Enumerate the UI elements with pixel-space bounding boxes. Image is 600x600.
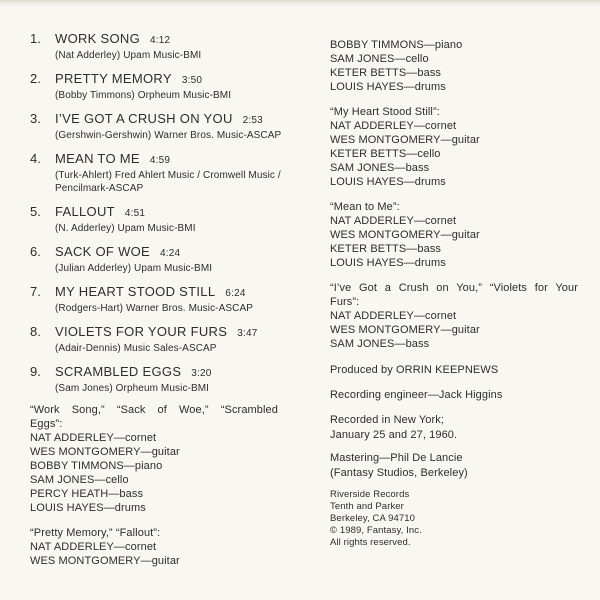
recorded-line: January 25 and 27, 1960. xyxy=(330,429,458,441)
personnel-group xyxy=(330,200,578,270)
mastering-line: Mastering—Phil De Lancie xyxy=(330,452,463,464)
track-item xyxy=(30,150,298,195)
track-time: 4:12 xyxy=(150,35,171,46)
track-credit: (Adair-Dennis) Music Sales-ASCAP xyxy=(55,343,217,354)
personnel-member: SAM JONES—cello xyxy=(30,474,129,486)
personnel-member: KETER BETTS—bass xyxy=(330,243,442,255)
personnel-heading: “My Heart Stood Still”: xyxy=(330,106,440,118)
personnel-member: BOBBY TIMMONS—piano xyxy=(330,39,463,51)
track-title: I’VE GOT A CRUSH ON YOU xyxy=(55,111,233,126)
track-item xyxy=(30,110,298,142)
personnel-member: WES MONTGOMERY—guitar xyxy=(330,324,480,336)
personnel-member: WES MONTGOMERY—guitar xyxy=(30,446,180,458)
label-address: Tenth and Parker xyxy=(330,501,404,512)
mastering-line: (Fantasy Studios, Berkeley) xyxy=(330,467,468,479)
recording-engineer: Recording engineer—Jack Higgins xyxy=(330,389,503,401)
personnel-member: KETER BETTS—bass xyxy=(330,67,442,79)
personnel-member: PERCY HEATH—bass xyxy=(30,488,144,500)
personnel-group xyxy=(330,38,578,94)
track-item xyxy=(30,243,298,275)
track-title: MEAN TO ME xyxy=(55,151,140,166)
personnel-member: NAT ADDERLEY—cornet xyxy=(330,120,457,132)
personnel-heading: “Work Song,” “Sack of Woe,” “Scrambled xyxy=(30,404,278,416)
track-credit: (Bobby Timmons) Orpheum Music-BMI xyxy=(55,90,232,101)
personnel-member: KETER BETTS—cello xyxy=(330,148,441,160)
track-item xyxy=(30,283,298,315)
track-time: 6:24 xyxy=(225,288,246,299)
track-credit: (Rodgers-Hart) Warner Bros. Music-ASCAP xyxy=(55,303,254,314)
track-item xyxy=(30,363,298,395)
personnel-member: LOUIS HAYES—drums xyxy=(30,502,146,514)
personnel-heading: “Pretty Memory,” “Fallout”: xyxy=(30,527,161,539)
track-number: 3. xyxy=(30,111,41,126)
track-item xyxy=(30,30,298,62)
track-number: 9. xyxy=(30,364,41,379)
track-time: 3:47 xyxy=(237,328,258,339)
personnel-member: SAM JONES—cello xyxy=(330,53,429,65)
personnel-group xyxy=(330,281,578,351)
personnel-heading: Eggs”: xyxy=(30,418,63,430)
personnel-member: SAM JONES—bass xyxy=(330,338,430,350)
track-number: 2. xyxy=(30,71,41,86)
label-name: Riverside Records xyxy=(330,489,410,500)
left-column xyxy=(30,30,298,568)
track-title: PRETTY MEMORY xyxy=(55,71,172,86)
personnel-member: LOUIS HAYES—drums xyxy=(330,257,446,269)
personnel-member: NAT ADDERLEY—cornet xyxy=(30,541,157,553)
personnel-member: SAM JONES—bass xyxy=(330,162,430,174)
track-title: SCRAMBLED EGGS xyxy=(55,364,182,379)
personnel-member: BOBBY TIMMONS—piano xyxy=(30,460,163,472)
track-number: 8. xyxy=(30,324,41,339)
copyright-line: © 1989, Fantasy, Inc. xyxy=(330,525,422,536)
track-number: 5. xyxy=(30,204,41,219)
personnel-heading: “I’ve Got a Crush on You,” “Violets for Your xyxy=(330,282,578,294)
personnel-heading: “Mean to Me”: xyxy=(330,201,400,213)
track-time: 4:59 xyxy=(149,155,171,166)
track-title: MY HEART STOOD STILL xyxy=(55,284,216,299)
track-time: 2:53 xyxy=(242,115,263,126)
track-credit: (Nat Adderley) Upam Music-BMI xyxy=(55,50,202,61)
track-number: 6. xyxy=(30,244,41,259)
label-city: Berkeley, CA 94710 xyxy=(330,513,416,524)
personnel-member: WES MONTGOMERY—guitar xyxy=(330,229,480,241)
track-title: SACK OF WOE xyxy=(55,244,151,259)
track-item xyxy=(30,323,298,355)
personnel-member: LOUIS HAYES—drums xyxy=(330,81,446,93)
track-title: WORK SONG xyxy=(55,31,141,46)
track-number: 4. xyxy=(30,151,41,166)
personnel-group xyxy=(30,403,278,515)
scan-edge-artifact xyxy=(0,0,600,7)
track-credit: (Sam Jones) Orpheum Music-BMI xyxy=(55,383,210,394)
personnel-member: NAT ADDERLEY—cornet xyxy=(30,432,157,444)
mastering-note xyxy=(330,451,578,481)
recorded-note xyxy=(330,413,578,443)
right-column xyxy=(330,38,578,549)
personnel-member: WES MONTGOMERY—guitar xyxy=(330,134,480,146)
track-title: FALLOUT xyxy=(55,204,115,219)
rights-line: All rights reserved. xyxy=(330,537,411,548)
personnel-heading: Furs”: xyxy=(330,296,360,308)
record-label-block xyxy=(330,489,578,549)
track-credit: (N. Adderley) Upam Music-BMI xyxy=(55,223,196,234)
produced-by: Produced by ORRIN KEEPNEWS xyxy=(330,364,499,376)
track-time: 4:24 xyxy=(160,248,181,259)
personnel-member: NAT ADDERLEY—cornet xyxy=(330,215,457,227)
track-credit: (Turk-Ahlert) Fred Ahlert Music / Cromwell Music / xyxy=(55,170,281,181)
track-credit: Pencilmark-ASCAP xyxy=(55,183,144,194)
track-credit: (Julian Adderley) Upam Music-BMI xyxy=(55,263,213,274)
personnel-member: NAT ADDERLEY—cornet xyxy=(330,310,457,322)
personnel-group xyxy=(330,105,578,189)
personnel-member: LOUIS HAYES—drums xyxy=(330,176,446,188)
track-item xyxy=(30,203,298,235)
track-title: VIOLETS FOR YOUR FURS xyxy=(55,324,228,339)
recorded-line: Recorded in New York; xyxy=(330,414,444,426)
personnel-group xyxy=(30,526,278,568)
personnel-member: WES MONTGOMERY—guitar xyxy=(30,555,180,567)
track-number: 1. xyxy=(30,31,41,46)
track-item xyxy=(30,70,298,102)
track-time: 3:50 xyxy=(181,75,203,86)
track-time: 4:51 xyxy=(124,208,146,219)
track-number: 7. xyxy=(30,284,41,299)
track-time: 3:20 xyxy=(191,368,212,379)
track-credit: (Gershwin-Gershwin) Warner Bros. Music-ASCAP xyxy=(55,130,282,141)
